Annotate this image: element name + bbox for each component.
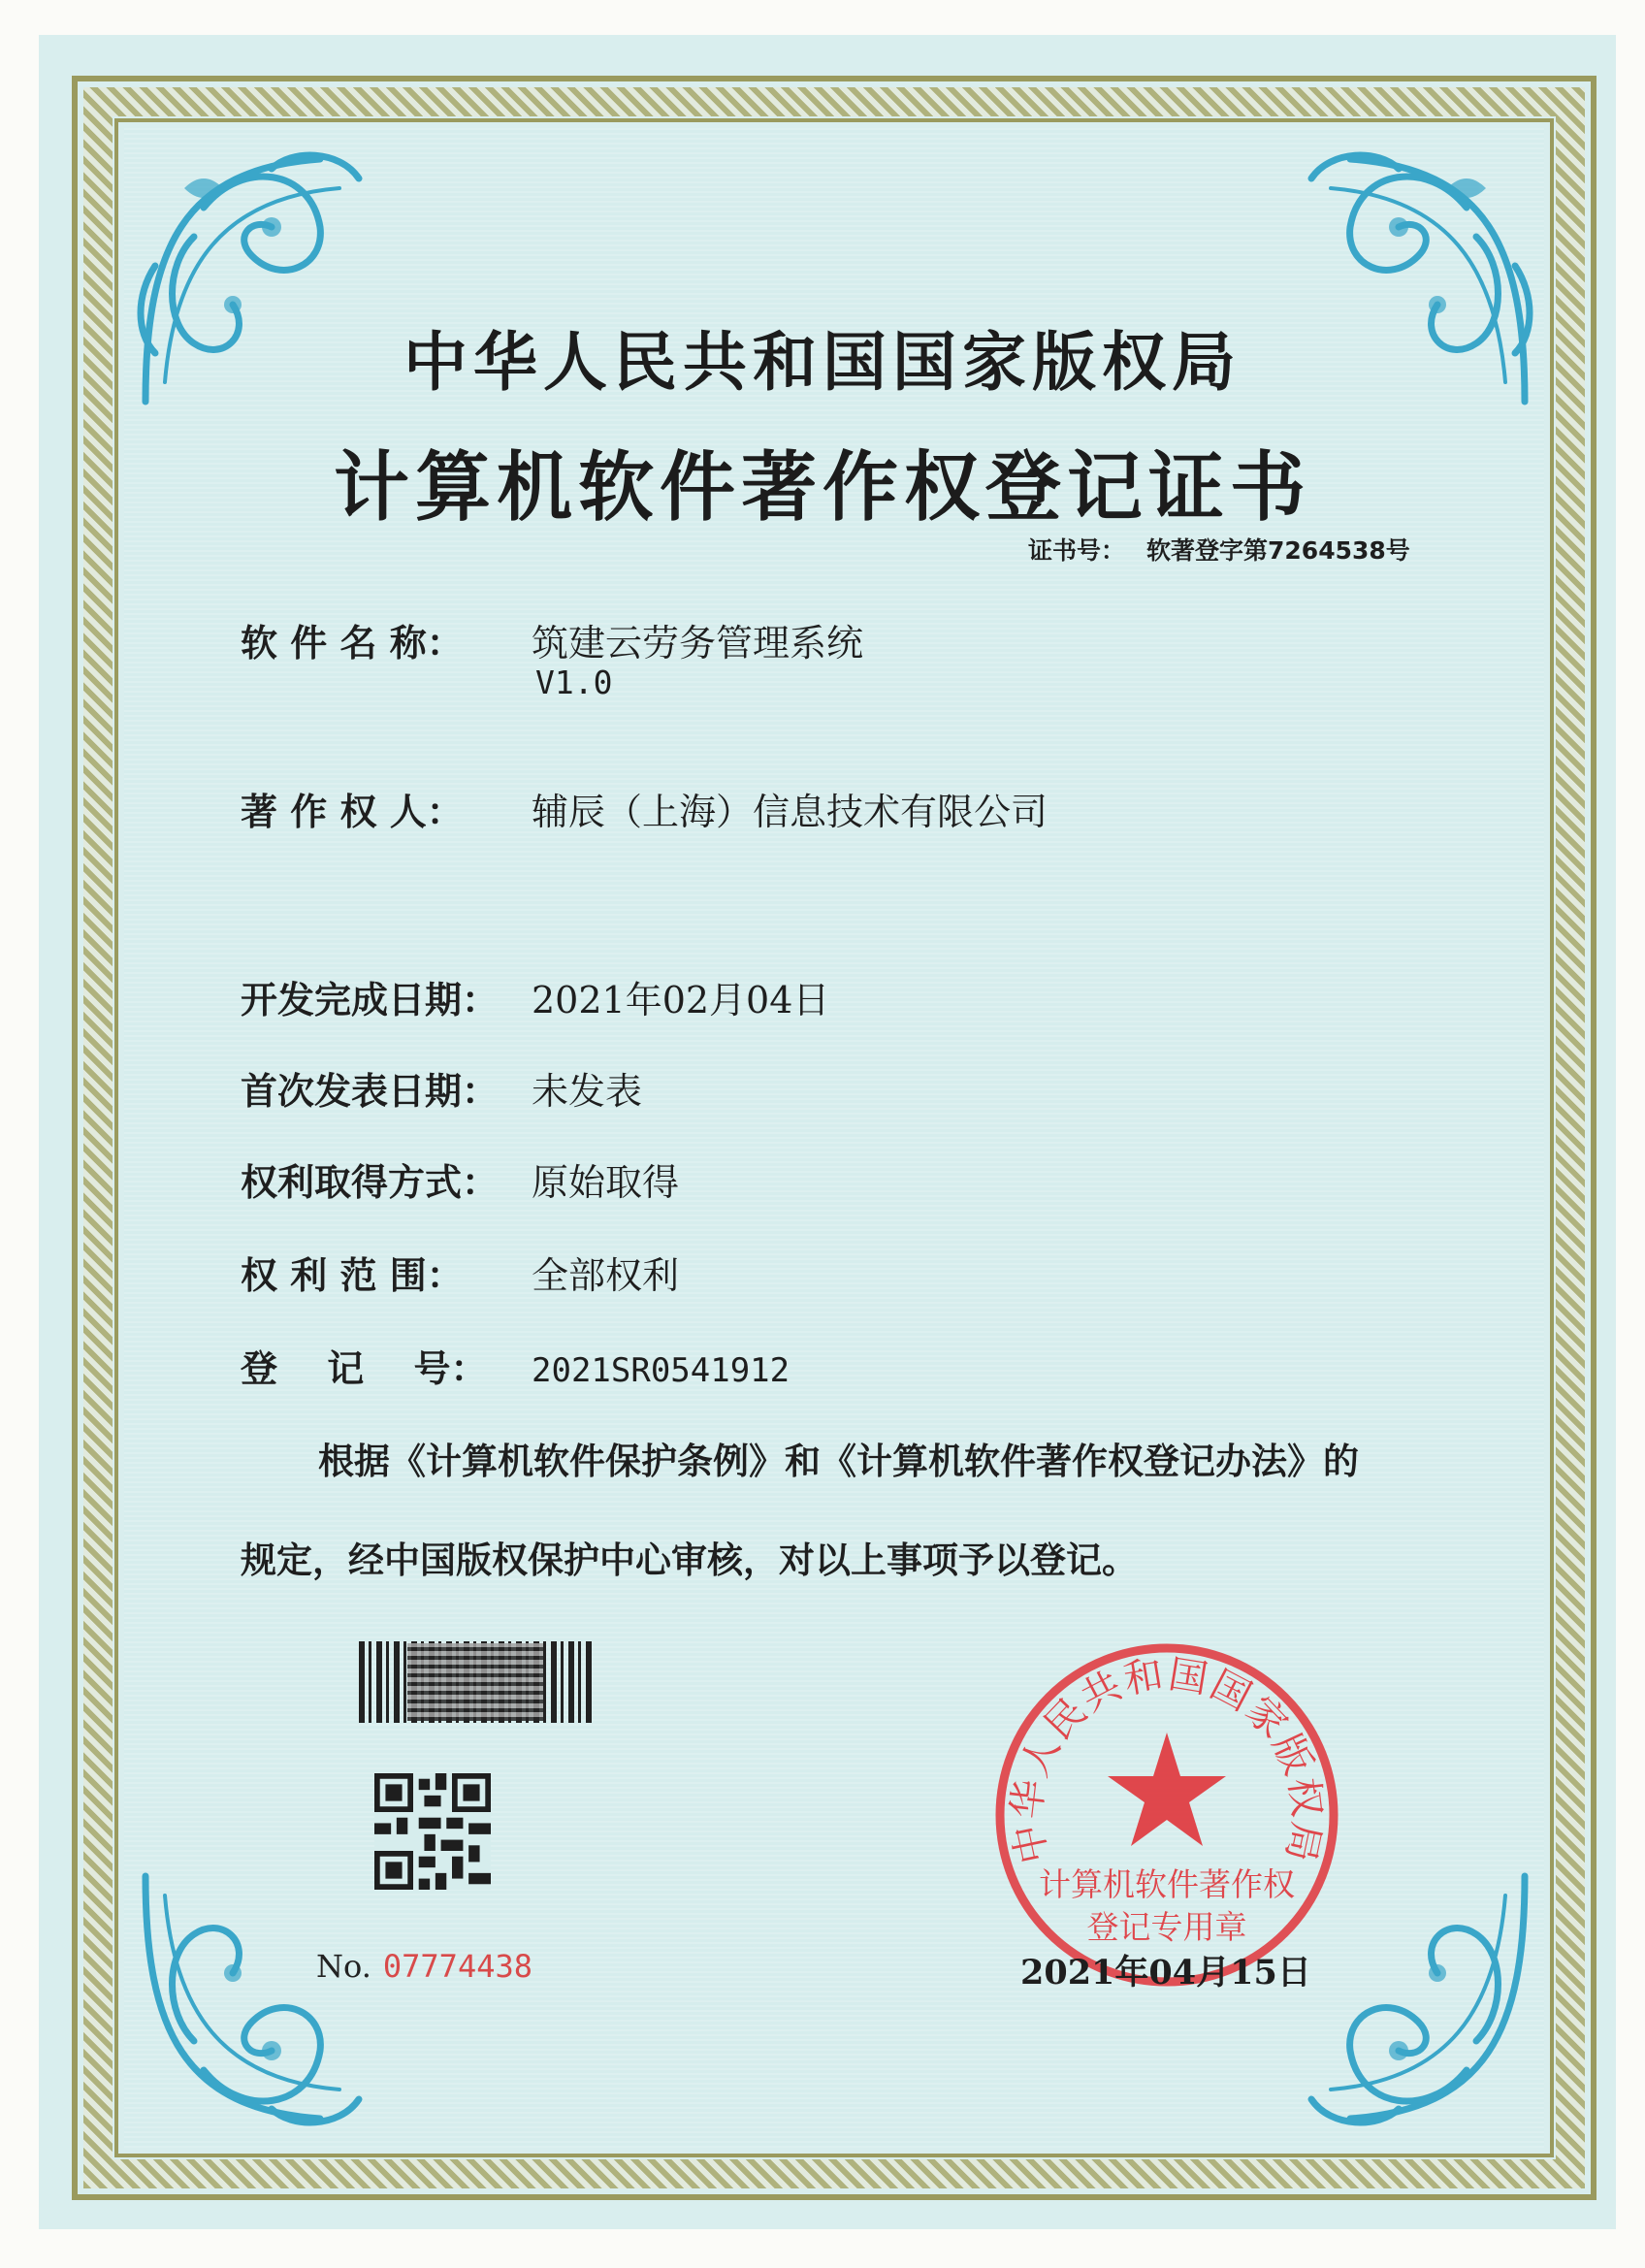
field-label: 软 件 名 称： xyxy=(241,622,464,664)
certificate-number-value: 软著登字第7264538号 xyxy=(1146,536,1410,565)
field-acquisition xyxy=(241,1152,679,1206)
statement-line-1: 根据《计算机软件保护条例》和《计算机软件著作权登记办法》的 xyxy=(318,1440,1359,1482)
field-first-publish-date xyxy=(241,1061,642,1115)
seal-inner-line-2: 登记专用章 xyxy=(1086,1908,1247,1946)
field-label: 登 记 号： xyxy=(241,1347,488,1390)
statement-line-2: 规定，经中国版权保护中心审核，对以上事项予以登记。 xyxy=(241,1539,1138,1581)
field-label: 开发完成日期： xyxy=(241,979,500,1021)
seal-outer-text: 中华人民共和国国家版权局 xyxy=(1004,1652,1330,1868)
issue-date: 2021年04月15日 xyxy=(1020,1953,1311,1993)
seal-inner-line-1: 计算机软件著作权 xyxy=(1039,1865,1295,1903)
barcode-pattern xyxy=(407,1643,543,1721)
official-seal xyxy=(987,1636,1346,1994)
field-value: 全部权利 xyxy=(532,1254,680,1297)
field-value: 筑建云劳务管理系统 xyxy=(532,622,864,664)
field-label: 首次发表日期： xyxy=(241,1070,500,1113)
field-scope xyxy=(241,1246,679,1299)
qr-code xyxy=(374,1773,491,1890)
field-label: 著 作 权 人： xyxy=(241,791,464,833)
serial-label: No. xyxy=(316,1948,371,1985)
field-owner xyxy=(241,782,1048,835)
software-version: V1.0 xyxy=(535,664,613,701)
issuer-title: 中华人民共和国国家版权局 xyxy=(403,324,1242,400)
serial-value: 07774438 xyxy=(382,1948,532,1985)
field-value: 2021年02月04日 xyxy=(532,979,830,1021)
field-value: 2021SR0541912 xyxy=(532,1351,790,1390)
field-software-name xyxy=(241,613,863,666)
field-value: 未发表 xyxy=(532,1070,643,1113)
field-value: 辅辰（上海）信息技术有限公司 xyxy=(532,791,1048,833)
certificate-number-label: 证书号： xyxy=(1028,536,1126,565)
field-label: 权利取得方式： xyxy=(241,1161,500,1204)
corner-ornament-bottom-left xyxy=(126,1857,417,2148)
field-dev-complete-date xyxy=(241,970,829,1023)
field-value: 原始取得 xyxy=(532,1161,680,1204)
field-registration-number xyxy=(241,1339,790,1392)
certificate-title: 计算机软件著作权登记证书 xyxy=(333,443,1311,532)
certificate-number xyxy=(1028,532,1432,567)
serial-number xyxy=(316,1948,532,1985)
field-label: 权 利 范 围： xyxy=(241,1254,464,1297)
